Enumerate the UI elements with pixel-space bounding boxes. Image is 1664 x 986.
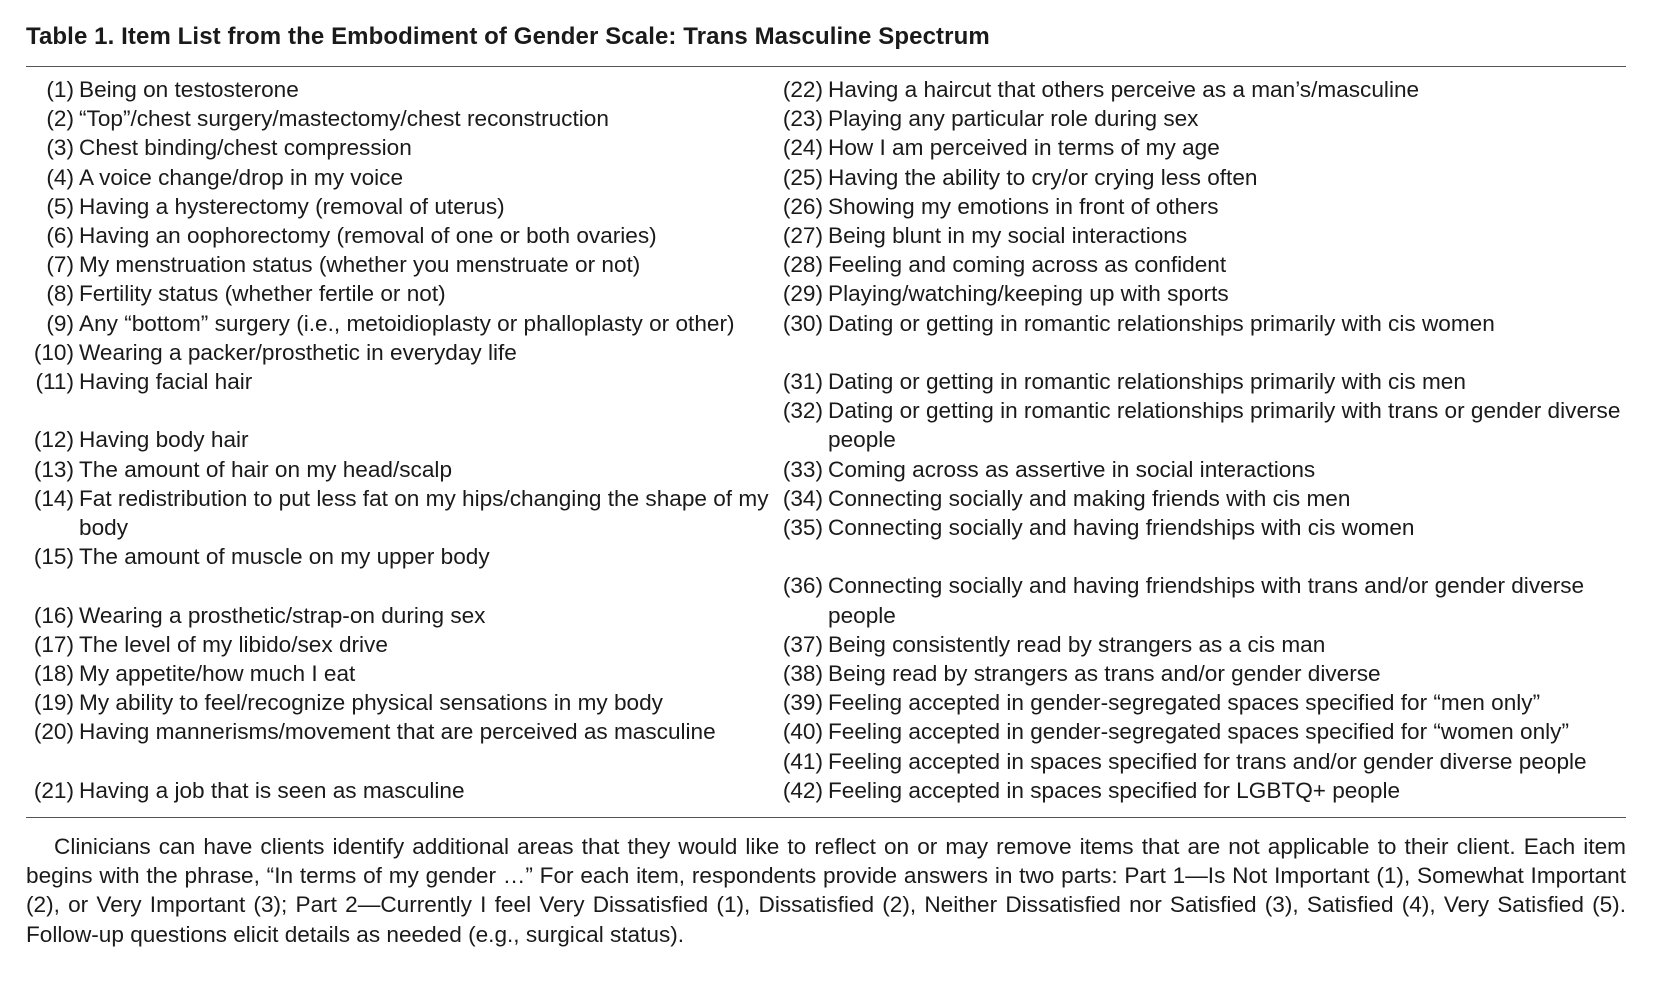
list-item bbox=[774, 309, 1626, 367]
item-number: (5) bbox=[46, 193, 74, 219]
item-number: (17) bbox=[33, 631, 74, 657]
list-item bbox=[774, 571, 1626, 629]
item-number: (31) bbox=[782, 369, 823, 395]
list-item bbox=[774, 688, 1626, 717]
item-number: (37) bbox=[782, 631, 823, 657]
list-item bbox=[26, 776, 774, 805]
item-number: (27) bbox=[782, 223, 823, 249]
list-item bbox=[26, 367, 774, 425]
item-text: Playing/watching/keeping up with sports bbox=[828, 281, 1229, 307]
list-item bbox=[26, 455, 774, 484]
list-item bbox=[26, 279, 774, 308]
list-item bbox=[774, 279, 1626, 308]
list-item bbox=[26, 104, 774, 133]
list-item bbox=[26, 630, 774, 659]
item-text: Being blunt in my social interactions bbox=[828, 223, 1188, 249]
item-number: (11) bbox=[35, 369, 74, 395]
item-text: Dating or getting in romantic relationships primarily with cis women bbox=[828, 310, 1495, 336]
item-number: (20) bbox=[33, 719, 74, 745]
item-text: Having a hysterectomy (removal of uterus) bbox=[79, 193, 505, 219]
item-text: Having facial hair bbox=[79, 369, 253, 395]
item-number: (36) bbox=[782, 573, 823, 599]
list-item bbox=[774, 396, 1626, 454]
item-text: My ability to feel/recognize physical sensations in my body bbox=[79, 690, 663, 716]
item-text: Coming across as assertive in social interactions bbox=[828, 456, 1316, 482]
item-number: (39) bbox=[782, 690, 823, 716]
item-text: “Top”/chest surgery/mastectomy/chest reconstruction bbox=[79, 106, 609, 132]
item-number: (34) bbox=[782, 485, 823, 511]
item-text: Connecting socially and having friendships with trans and/or gender diverse people bbox=[828, 573, 1585, 628]
item-text: A voice change/drop in my voice bbox=[79, 164, 404, 190]
item-text: Feeling accepted in gender-segregated spaces specified for “women only” bbox=[828, 719, 1569, 745]
item-number: (41) bbox=[782, 748, 823, 774]
item-text: Fertility status (whether fertile or not) bbox=[79, 281, 446, 307]
item-number: (18) bbox=[33, 661, 74, 687]
list-item bbox=[774, 367, 1626, 396]
list-item bbox=[26, 338, 774, 367]
list-item bbox=[774, 747, 1626, 776]
table-container bbox=[26, 22, 1626, 949]
item-text: Being read by strangers as trans and/or gender diverse bbox=[828, 661, 1381, 687]
item-number: (40) bbox=[782, 719, 823, 745]
item-text: Feeling accepted in gender-segregated spaces specified for “men only” bbox=[828, 690, 1541, 716]
item-number: (1) bbox=[46, 77, 74, 102]
list-item bbox=[26, 133, 774, 162]
item-number: (10) bbox=[33, 339, 74, 365]
item-number: (8) bbox=[46, 281, 74, 307]
item-text: Any “bottom” surgery (i.e., metoidioplasty or phalloplasty or other) bbox=[79, 310, 735, 336]
item-number: (3) bbox=[46, 135, 74, 161]
top-rule bbox=[26, 66, 1626, 67]
right-column bbox=[774, 75, 1626, 805]
item-number: (13) bbox=[33, 456, 74, 482]
item-text: Feeling accepted in spaces specified for LGBTQ+ people bbox=[828, 777, 1401, 803]
item-text: Having the ability to cry/or crying less often bbox=[828, 164, 1258, 190]
item-text: Having body hair bbox=[79, 427, 249, 453]
item-number: (16) bbox=[33, 602, 74, 628]
item-text: My menstruation status (whether you menstruate or not) bbox=[79, 252, 641, 278]
item-number: (6) bbox=[46, 223, 74, 249]
item-number: (26) bbox=[782, 193, 823, 219]
list-item bbox=[774, 133, 1626, 162]
item-list bbox=[26, 75, 1626, 805]
list-item bbox=[774, 192, 1626, 221]
left-column bbox=[26, 75, 774, 805]
item-text: Being on testosterone bbox=[79, 77, 299, 102]
list-item bbox=[774, 659, 1626, 688]
item-number: (33) bbox=[782, 456, 823, 482]
item-number: (32) bbox=[782, 398, 823, 424]
item-text: Playing any particular role during sex bbox=[828, 106, 1199, 132]
list-item bbox=[774, 250, 1626, 279]
item-text: Having mannerisms/movement that are perceived as masculine bbox=[79, 719, 716, 745]
list-item bbox=[26, 659, 774, 688]
item-number: (15) bbox=[33, 544, 74, 570]
item-number: (28) bbox=[782, 252, 823, 278]
item-text: Wearing a packer/prosthetic in everyday life bbox=[79, 339, 517, 365]
list-item bbox=[774, 104, 1626, 133]
list-item bbox=[26, 688, 774, 717]
item-text: Feeling and coming across as confident bbox=[828, 252, 1227, 278]
item-text: Chest binding/chest compression bbox=[79, 135, 412, 161]
list-item bbox=[774, 163, 1626, 192]
item-number: (25) bbox=[782, 164, 823, 190]
item-text: Having a job that is seen as masculine bbox=[79, 777, 465, 803]
item-number: (21) bbox=[33, 777, 74, 803]
item-number: (24) bbox=[782, 135, 823, 161]
list-item bbox=[26, 542, 774, 600]
item-text: How I am perceived in terms of my age bbox=[828, 135, 1220, 161]
item-text: Showing my emotions in front of others bbox=[828, 193, 1219, 219]
list-item bbox=[26, 484, 774, 542]
table-title: Table 1. Item List from the Embodiment of Gender Scale: Trans Masculine Spectrum bbox=[26, 23, 990, 50]
item-text: Connecting socially and making friends with cis men bbox=[828, 485, 1351, 511]
list-item bbox=[26, 221, 774, 250]
list-item bbox=[774, 513, 1626, 571]
list-item bbox=[774, 630, 1626, 659]
list-item bbox=[26, 309, 774, 338]
item-text: Dating or getting in romantic relationships primarily with cis men bbox=[828, 369, 1466, 395]
list-item bbox=[26, 601, 774, 630]
item-text: Fat redistribution to put less fat on my hips/changing the shape of my body bbox=[79, 485, 769, 541]
item-text: Having a haircut that others perceive as a man’s/masculine bbox=[828, 77, 1420, 102]
list-item bbox=[774, 776, 1626, 805]
list-item bbox=[26, 163, 774, 192]
item-text: Feeling accepted in spaces specified for trans and/or gender diverse people bbox=[828, 748, 1587, 774]
item-number: (4) bbox=[46, 164, 74, 190]
item-number: (2) bbox=[46, 106, 74, 132]
list-item bbox=[774, 484, 1626, 513]
item-number: (12) bbox=[33, 427, 74, 453]
list-item bbox=[774, 455, 1626, 484]
item-text: The level of my libido/sex drive bbox=[79, 631, 388, 657]
list-item bbox=[26, 425, 774, 454]
list-item bbox=[26, 717, 774, 775]
item-text: Connecting socially and having friendships with cis women bbox=[828, 515, 1415, 541]
item-text: Dating or getting in romantic relationships primarily with trans or gender diverse people bbox=[828, 398, 1621, 453]
list-item bbox=[26, 75, 774, 104]
item-text: Having an oophorectomy (removal of one or both ovaries) bbox=[79, 223, 657, 249]
item-number: (23) bbox=[782, 106, 823, 132]
item-number: (7) bbox=[46, 252, 74, 278]
item-number: (42) bbox=[782, 777, 823, 803]
item-number: (9) bbox=[46, 310, 74, 336]
item-text: My appetite/how much I eat bbox=[79, 661, 356, 687]
item-number: (38) bbox=[782, 661, 823, 687]
item-number: (35) bbox=[782, 515, 823, 541]
list-item bbox=[774, 717, 1626, 746]
list-item bbox=[774, 221, 1626, 250]
item-number: (14) bbox=[33, 485, 74, 511]
item-number: (29) bbox=[782, 281, 823, 307]
item-number: (19) bbox=[33, 690, 74, 716]
item-text: Being consistently read by strangers as a cis man bbox=[828, 631, 1326, 657]
bottom-rule bbox=[26, 817, 1626, 818]
item-text: The amount of muscle on my upper body bbox=[79, 544, 490, 570]
list-item bbox=[774, 75, 1626, 104]
item-number: (30) bbox=[782, 310, 823, 336]
table-footnote: Clinicians can have clients identify additional areas that they would like to reflect on or may remove items that are not applicable to their client. Each item begins with the phrase, “In terms of my gender …” For each item, respondents provide answers in two parts: Part 1—Is Not Important (1), Somewhat Important (2), or Very Important (3); Part 2—Currently I feel Very Dissatisfied (1), Dissatisfied (2), Neither Dissatisfied nor Satisfied (3), Satisfied (4), Very Satisfied (5). Follow-up questions elicit details as needed (e.g., surgical status). bbox=[26, 834, 1626, 947]
item-number: (22) bbox=[782, 77, 823, 102]
item-text: The amount of hair on my head/scalp bbox=[79, 456, 453, 482]
list-item bbox=[26, 192, 774, 221]
list-item bbox=[26, 250, 774, 279]
item-text: Wearing a prosthetic/strap-on during sex bbox=[79, 602, 486, 628]
